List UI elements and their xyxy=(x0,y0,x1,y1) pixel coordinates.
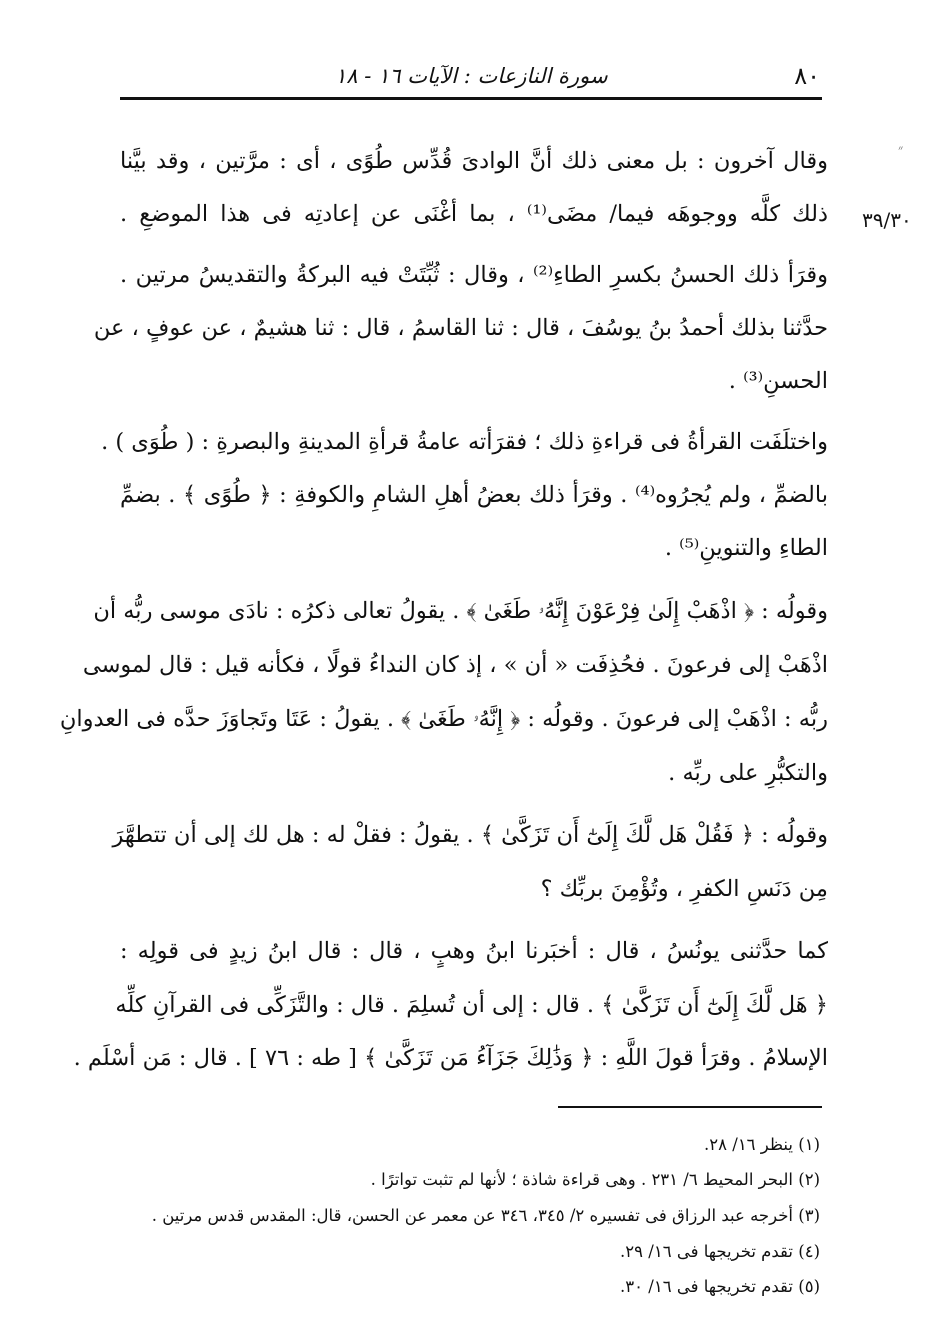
body-line: وقولُه : ﴿ فَقُلْ هَل لَّكَ إِلَىٰٓ أَن تَزَكَّىٰ ﴾ . يقولُ : فقلْ له : هل لك إلى أن تتطهَّرَ xyxy=(112,822,828,848)
footnote: (٣) أخرجه عبد الرزاق فى تفسيره ٢/ ٣٤٥، ٣٤٦ عن معمر عن الحسن، قال: المقدس قدس مرتين . xyxy=(151,1206,820,1225)
body-line: ربُّه : اذْهَبْ إلى فرعونَ . وقولُه : ﴿ إِنَّهُۥ طَغَىٰ ﴾ . يقولُ : عَتَا وتَجاوَزَ حدَّه فى العدوانِ xyxy=(59,706,828,732)
footnote: (٥) تقدم تخريجها فى ١٦/ ٣٠. xyxy=(620,1277,820,1296)
body-line: الإسلامُ . وقرَأ قولَ اللَّهِ : ﴿ وَذَٰلِكَ جَزَآءُ مَن تَزَكَّىٰ ﴾ [ طه : ٧٦ ] . قال : مَن أسْلَم . xyxy=(73,1045,828,1071)
page-number: ٨٠ xyxy=(794,62,820,90)
body-line: الطاءِ والتنوينِ⁽⁵⁾ . xyxy=(664,535,828,561)
footnote: (٢) البحر المحيط ٦/ ٢٣١ . وهى قراءة شاذة ؛ لأنها لم تثبت تواترًا . xyxy=(370,1170,820,1189)
body-line: حدَّثنا بذلك أحمدُ بنُ يوسُفَ ، قال : ثنا القاسمُ ، قال : ثنا هشيمٌ ، عن عوفٍ ، عن xyxy=(93,315,828,341)
running-title: سورة النازعات : الآيات ١٦ - ١٨ xyxy=(335,64,608,88)
footnote: (٤) تقدم تخريجها فى ١٦/ ٢٩. xyxy=(620,1242,820,1261)
body-line: بالضمِّ ، ولم يُجرُوه⁽⁴⁾ . وقرَأ ذلك بعضُ أهلِ الشامِ والكوفةِ : ﴿ طُوًى ﴾ . بضمِّ xyxy=(120,482,828,508)
body-line: الحسنِ⁽³⁾ . xyxy=(728,368,828,394)
page-header xyxy=(120,62,820,92)
margin-reference: ٣٩/٣٠ xyxy=(862,208,912,232)
body-line: وقرَأ ذلك الحسنُ بكسرِ الطاءِ⁽²⁾ ، وقال : ثُبِّتَتْ فيه البركةُ والتقديسُ مرتين . xyxy=(120,262,828,288)
body-line: مِن دَنَسِ الكفرِ ، وتُؤْمِنَ بربِّك ؟ xyxy=(540,876,828,902)
body-line: كما حدَّثنى يونُسُ ، قال : أخبَرنا ابنُ وهبٍ ، قال : قال ابنُ زيدٍ فى قولِه : xyxy=(120,938,828,964)
footnote: (١) ينظر ١٦/ ٢٨. xyxy=(704,1135,820,1154)
margin-mark: ״ xyxy=(898,142,904,158)
body-line: واختلَفَت القرأةُ فى قراءةِ ذلك ؛ فقرَأته عامةُ قرأةِ المدينةِ والبصرةِ : ( طُوَى ) . xyxy=(101,429,828,455)
body-line: وقولُه : ﴿ اذْهَبْ إِلَىٰ فِرْعَوْنَ إِنَّهُۥ طَغَىٰ ﴾ . يقولُ تعالى ذكرُه : نادَى موسى ربُّه أن xyxy=(93,598,828,624)
footnote-rule xyxy=(558,1106,822,1108)
body-line: ذلك كلَّه ووجوهَه فيما/ مضَى⁽¹⁾ ، بما أغْنَى عن إعادتِه فى هذا الموضعِ . xyxy=(120,201,828,227)
header-rule xyxy=(120,97,822,100)
body-line: وقال آخرون : بل معنى ذلك أنَّ الوادىَ قُدِّس طُوًى ، أى : مرَّتين ، وقد بيَّنا xyxy=(120,148,828,174)
body-line: اذْهَبْ إلى فرعونَ . فحُذِفَت « أن » ، إذ كان النداءُ قولًا ، فكأنه قيل : قال لموسى xyxy=(82,652,828,678)
body-line: والتكبُّرِ على ربِّه . xyxy=(668,760,828,786)
body-line: ﴿ هَل لَّكَ إِلَىٰٓ أَن تَزَكَّىٰ ﴾ . قال : إلى أن تُسلِمَ . قال : والتَّزَكِّى فى القرآنِ كلِّه xyxy=(115,992,828,1018)
